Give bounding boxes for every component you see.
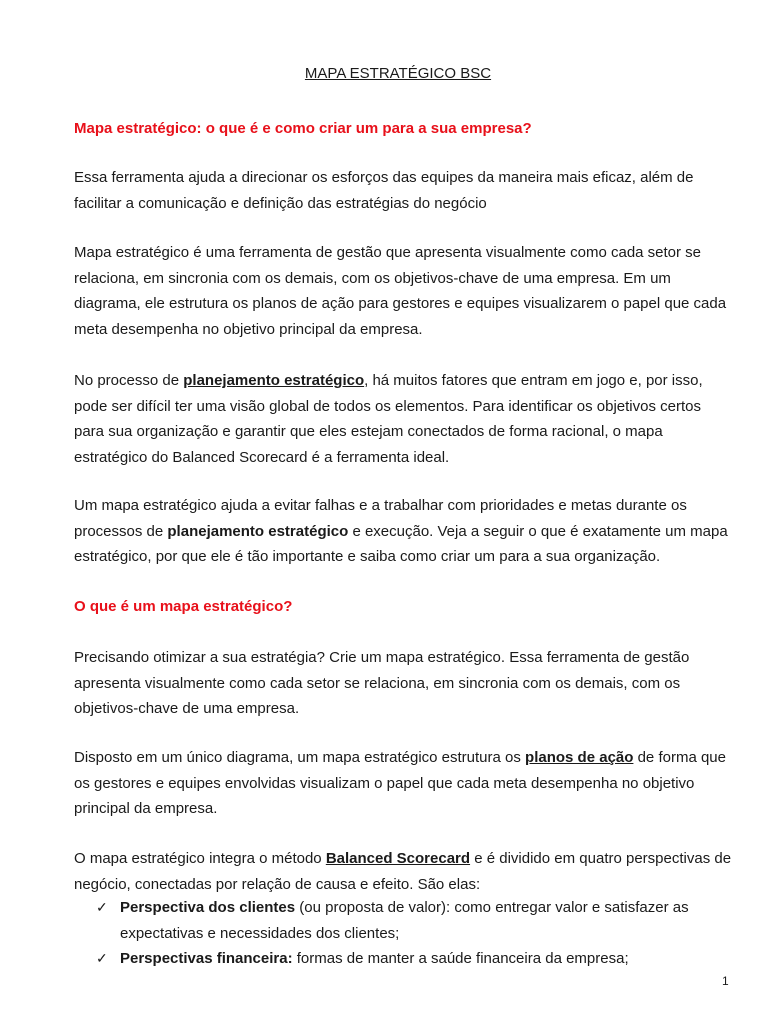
paragraph-4-post: e execução. Veja a seguir o que é exatamente um mapa estratégico, por que ele é tão importante e saiba como criar um para a sua organização. (74, 522, 728, 565)
section-heading-1: Mapa estratégico: o que é e como criar um para a sua empresa? (74, 120, 532, 137)
paragraph-5: Precisando otimizar a sua estratégia? Crie um mapa estratégico. Essa ferramenta de gestão apresenta visualmente como cada setor se relaciona, em sincronia com os demais, com os objetivos-chave de uma empresa. (74, 649, 690, 717)
document-title: MAPA ESTRATÉGICO BSC (304, 65, 492, 82)
paragraph-4 (74, 493, 734, 570)
planejamento-bold: planejamento estratégico (167, 522, 349, 540)
page-number: 1 (722, 974, 729, 988)
planos-de-acao-link[interactable]: planos de ação (525, 749, 634, 766)
list-item (96, 946, 736, 972)
paragraph-4-pre: Um mapa estratégico ajuda a evitar falhas e a trabalhar com prioridades e metas durante os processos de (74, 497, 687, 540)
paragraph-7-post: e é dividido em quatro perspectivas de negócio, conectadas por relação de causa e efeito. São elas: (74, 850, 732, 893)
check-icon: ✓ (96, 950, 108, 966)
list-item-bold: Perspectiva dos clientes (120, 899, 296, 916)
paragraph-2: Mapa estratégico é uma ferramenta de gestão que apresenta visualmente como cada setor se relaciona, em sincronia com os demais, com os objetivos-chave de uma empresa. Em um diagrama, ele estrutura os planos de ação para gestores e equipes visualizarem o papel que cada meta desempenha no objetivo principal da empresa. (74, 244, 727, 338)
paragraph-6 (74, 745, 734, 822)
paragraph-7 (74, 846, 734, 897)
paragraph-3-pre: No processo de (74, 372, 184, 389)
perspectives-list (96, 895, 736, 972)
paragraph-3 (74, 368, 734, 470)
list-item-text: formas de manter a saúde financeira da empresa; (292, 950, 629, 967)
list-item (96, 895, 736, 946)
paragraph-1: Essa ferramenta ajuda a direcionar os esforços das equipes da maneira mais eficaz, além de facilitar a comunicação e definição das estratégias do negócio (74, 169, 694, 212)
list-item-text: (ou proposta de valor): como entregar valor e satisfazer as expectativas e necessidades dos clientes; (120, 899, 689, 942)
paragraph-3-post: , há muitos fatores que entram em jogo e, por isso, pode ser difícil ter uma visão global de todos os elementos. Para identificar os objetivos certos para sua organização e garantir que eles estejam conectados de forma racional, o mapa estratégico do Balanced Scorecard é a ferramenta ideal. (74, 372, 703, 466)
planejamento-link[interactable]: planejamento estratégico (183, 372, 365, 389)
section-heading-2: O que é um mapa estratégico? (74, 598, 293, 615)
paragraph-7-pre: O mapa estratégico integra o método (74, 850, 326, 867)
check-icon: ✓ (96, 899, 108, 915)
list-item-bold: Perspectivas financeira: (120, 950, 293, 967)
paragraph-6-pre: Disposto em um único diagrama, um mapa estratégico estrutura os (74, 749, 526, 766)
paragraph-6-post: de forma que os gestores e equipes envolvidas visualizam o papel que cada meta desempenha no objetivo principal da empresa. (74, 749, 726, 817)
balanced-scorecard-link[interactable]: Balanced Scorecard (325, 850, 471, 867)
